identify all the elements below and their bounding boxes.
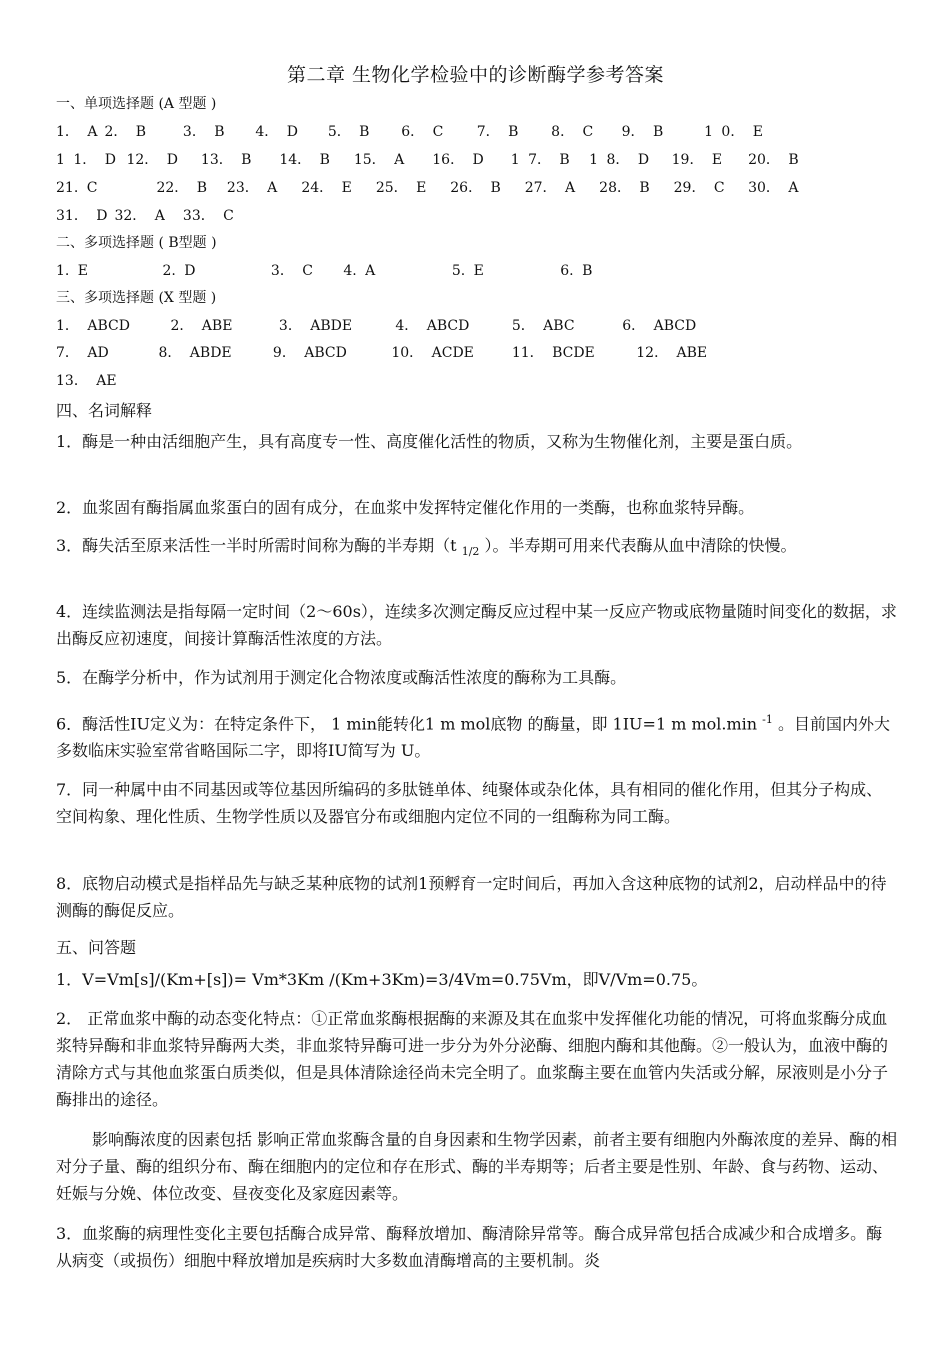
answer-item: 13． B xyxy=(200,152,252,168)
superscript: -1 xyxy=(762,713,773,726)
answer-item: 1 8． D xyxy=(589,152,650,168)
term-paragraph: 7．同一种属中由不同基因或等位基因所编码的多肽链单体、纯聚体或杂化体，具有相同的催化作用，但其分子构成、空间构象、理化性质、生物学性质以及器官分布或细胞内定位不同的一组酶称为同工酶。 xyxy=(56,780,883,826)
term-paragraph xyxy=(56,706,898,764)
term-text: ）。半寿期可用来代表酶从血中清除的快慢。 xyxy=(479,536,797,555)
answer-item: 2． ABE xyxy=(170,318,233,334)
answer-row xyxy=(56,260,620,280)
answer-item: 20． B xyxy=(748,152,799,168)
answer-item: 6. B xyxy=(560,263,593,279)
answer-item: 5． B xyxy=(327,124,370,140)
answer-item: 32． A xyxy=(114,208,165,224)
answer-item: 3． C xyxy=(270,263,313,279)
answer-item: 27． A xyxy=(524,180,576,196)
answer-item: 7． B xyxy=(476,124,519,140)
answer-item: 28． B xyxy=(599,180,650,196)
answer-item: 6． ABCD xyxy=(622,318,697,334)
answer-item: 12． D xyxy=(126,152,178,168)
answer-row xyxy=(56,121,778,141)
answer-item: 1 0． E xyxy=(704,124,764,140)
term-paragraph: 4．连续监测法是指每隔一定时间（2～60s），连续多次测定酶反应过程中某一反应产物或底物量随时间变化的数据，求出酶反应初速度，间接计算酶活性浓度的方法。 xyxy=(56,602,897,648)
term-paragraph: 8．底物启动模式是指样品先与缺乏某种底物的试剂1预孵育一定时间后，再加入含这种底物的试剂2，启动样品中的待测酶的酶促反应。 xyxy=(56,874,887,920)
answer-item: 1. E xyxy=(56,263,89,279)
answer-item: 4． D xyxy=(255,124,298,140)
answer-item: 10． ACDE xyxy=(391,345,474,361)
section-terms-heading: 四、名词解释 xyxy=(56,401,153,420)
answer-item: 12． ABE xyxy=(636,345,708,361)
section-qa-heading: 五、问答题 xyxy=(56,938,137,957)
answer-item: 31． D xyxy=(56,208,108,224)
answer-row xyxy=(56,149,818,169)
qa-paragraph: 1．V=Vm[s]/(Km+[s])= Vm*3Km /(Km+3Km)=3/4Vm=0.75Vm，即V/Vm=0.75。 xyxy=(56,970,708,989)
answer-item: 24． E xyxy=(301,180,352,196)
qa-paragraph: 2． 正常血浆中酶的动态变化特点：①正常血浆酶根据酶的来源及其在血浆中发挥催化功能的情况，可将血浆酶分成血浆特异酶和非血浆特异酶两大类，非血浆特异酶可进一步分为外分泌酶、细胞内酶和其他酶。②一般认为，血液中酶的清除方式与其他血浆蛋白质类似，但是具体清除途径尚未完全明了。血浆酶主要在血管内失活或分解，尿液则是小分子酶排出的途径。 xyxy=(56,1009,889,1109)
answer-item: 1 1． D xyxy=(56,152,116,168)
answer-item: 9． ABCD xyxy=(272,345,347,361)
document-title: 第二章 生物化学检验中的诊断酶学参考答案 xyxy=(286,64,665,86)
answer-item: 8． ABDE xyxy=(158,345,232,361)
answer-item: 4． ABCD xyxy=(395,318,470,334)
answer-item: 15． A xyxy=(353,152,405,168)
answer-item: 30． A xyxy=(748,180,799,196)
answer-item: 29． C xyxy=(673,180,725,196)
answer-row xyxy=(56,342,736,362)
answer-item: 4. A xyxy=(343,263,376,279)
term-text: 3．酶失活至原来活性一半时所需时间称为酶的半寿期（t xyxy=(56,536,462,555)
term-paragraph: 5．在酶学分析中，作为试剂用于测定化合物浓度或酶活性浓度的酶称为工具酶。 xyxy=(56,668,627,687)
answer-item: 6． C xyxy=(401,124,444,140)
answer-item: 8． C xyxy=(551,124,594,140)
answer-item: 33． C xyxy=(182,208,234,224)
answer-item: 3． B xyxy=(182,124,225,140)
answer-item: 22． B xyxy=(156,180,208,196)
answer-item: 3． ABDE xyxy=(278,318,353,334)
answer-item: 2． B xyxy=(104,124,147,140)
qa-paragraph: 影响酶浓度的因素包括 影响正常血浆酶含量的自身因素和生物学因素，前者主要有细胞内外酶浓度的差异、酶的相对分子量、酶的组织分布、酶在细胞内的定位和存在形式、酶的半寿期等；后者主要是性别、年龄、食与药物、运动、妊娠与分娩、体位改变、昼夜变化及家庭因素等。 xyxy=(56,1130,898,1203)
answer-row xyxy=(56,370,156,390)
term-paragraph xyxy=(56,532,898,565)
answer-item: 1 7． B xyxy=(510,152,570,168)
term-text: 6．酶活性IU定义为：在特定条件下， 1 min能转化1 m mol底物 的酶量，即 1IU=1 m mol.min xyxy=(56,714,763,734)
answer-item: 5． ABC xyxy=(511,318,575,334)
answer-item: 7． AD xyxy=(56,345,109,361)
answer-item: 19． E xyxy=(671,152,723,168)
answer-item: 16． D xyxy=(432,152,484,168)
answer-item: 14． B xyxy=(279,152,330,168)
section-b-heading: 二、多项选择题 ( B型题 ) xyxy=(56,235,217,251)
term-paragraph: 1．酶是一种由活细胞产生，具有高度专一性、高度催化活性的物质，又称为生物催化剂，主要是蛋白质。 xyxy=(56,432,803,451)
answer-item: 5. E xyxy=(451,263,484,279)
answer-row xyxy=(56,177,814,197)
term-paragraph: 2．血浆固有酶指属血浆蛋白的固有成分，在血浆中发挥特定催化作用的一类酶，也称血浆特异酶。 xyxy=(56,498,755,517)
answer-row xyxy=(56,315,722,335)
term-text: 。目前国内外大多数临床实验室常省略国际二字，即将IU简写为 U。 xyxy=(56,714,890,761)
answer-item: 25． E xyxy=(375,180,427,196)
answer-item: 2. D xyxy=(162,263,196,279)
answer-item: 21. C xyxy=(56,180,98,196)
answer-item: 26． B xyxy=(450,180,501,196)
answer-item: 1． A xyxy=(56,124,98,140)
section-a-heading: 一、单项选择题 (A 型题 ) xyxy=(56,96,217,112)
qa-paragraph: 3．血浆酶的病理性变化主要包括酶合成异常、酶释放增加、酶清除异常等。酶合成异常包括合成减少和合成增多。酶从病变（或损伤）细胞中释放增加是疾病时大多数血清酶增高的主要机制。炎 xyxy=(56,1224,883,1270)
subscript: 1/2 xyxy=(461,545,480,559)
answer-item: 9． B xyxy=(621,124,664,140)
answer-item: 23． A xyxy=(226,180,278,196)
answer-row xyxy=(56,205,243,225)
answer-item: 11． BCDE xyxy=(511,345,595,361)
section-x-heading: 三、多项选择题 (X 型题 ) xyxy=(56,290,217,306)
answer-item: 13． AE xyxy=(56,373,117,389)
answer-item: 1． ABCD xyxy=(56,318,130,334)
